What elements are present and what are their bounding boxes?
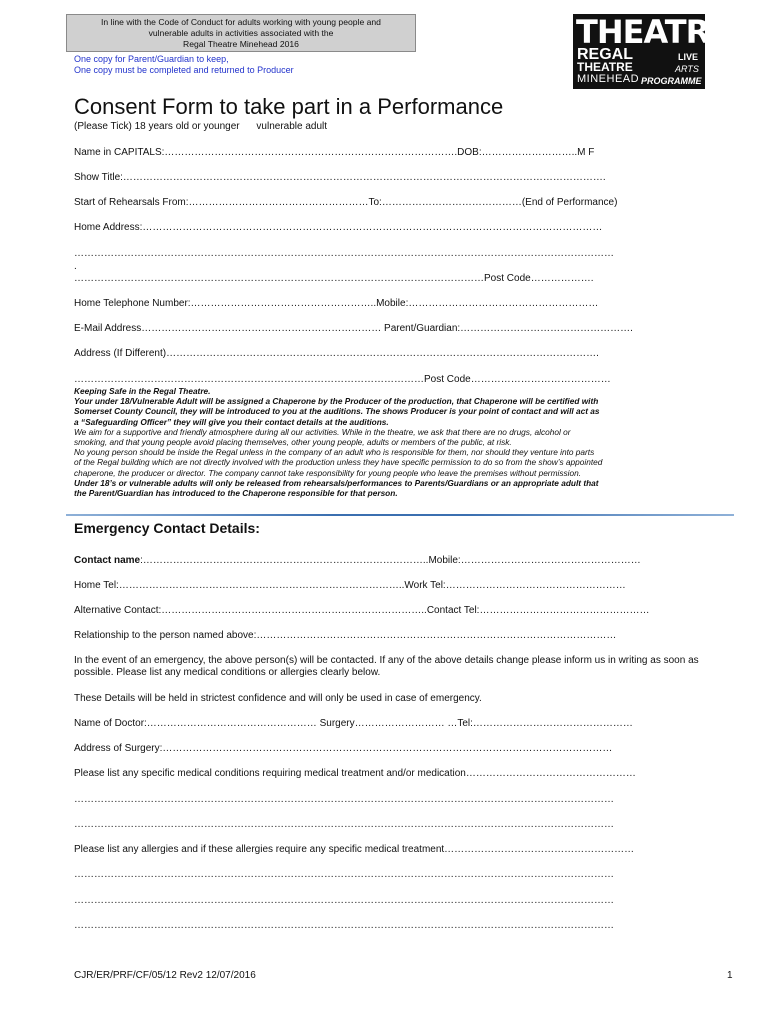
- safeguarding-final-line: the Parent/Guardian has introduced to the Chaperone responsible for that person.: [74, 488, 398, 499]
- safeguarding-italic-line: smoking, and that young people avoid placing themselves, other young people, adults or members of the public, at risk.: [74, 437, 512, 448]
- alt-postcode-field[interactable]: ……………………………………………………………………………………………Post Code……………………………………: [74, 374, 611, 385]
- page-number: 1: [727, 970, 733, 981]
- rehearsal-dates-field[interactable]: Start of Rehearsals From:………………………………………………To:……………………………………(End of Performance): [74, 197, 618, 208]
- safeguarding-final-line: Under 18’s or vulnerable adults will only be released from rehearsals/performances to Parents/Guardians or an appropriate adult that: [74, 477, 599, 488]
- allergies-line-3[interactable]: ………………………………………………………………………………………………………………………………………………: [74, 895, 614, 906]
- safeguarding-italic-line: No young person should be inside the Regal unless in the company of an adult who is responsible for them, nor should they venture into parts: [74, 447, 595, 458]
- age-tick-row: [74, 121, 327, 132]
- code-of-conduct-line: vulnerable adults in activities associated with the: [148, 28, 334, 38]
- logo-arts-text: ARTS: [675, 64, 699, 74]
- form-title: Consent Form to take part in a Performance: [74, 94, 504, 119]
- medical-conditions-line-3[interactable]: ………………………………………………………………………………………………………………………………………………: [74, 819, 614, 830]
- allergies-field[interactable]: Please list any allergies and if these allergies require any specific medical treatment…………………………………………………: [74, 844, 635, 855]
- emergency-contact-title: Emergency Contact Details:: [74, 520, 260, 536]
- home-work-tel-field[interactable]: Home Tel:…………………………………………………………………………..Work Tel:………………………………………………: [74, 580, 626, 591]
- copy-instructions: [74, 54, 294, 76]
- code-of-conduct-line: In line with the Code of Conduct for adults working with young people and: [101, 17, 381, 27]
- safeguarding-notice: [74, 386, 734, 498]
- postcode-field[interactable]: ……………………………………………………………………………………………………………Post Code……………….: [74, 273, 594, 284]
- contact-name-mobile-rest: :…………………………………………………………………………..Mobile:………………………………………………: [140, 555, 641, 566]
- contact-name-mobile-field[interactable]: [74, 555, 641, 567]
- contact-name-label: Contact name: [74, 555, 141, 566]
- logo-theatre-small-text: THEATRE: [577, 60, 633, 74]
- show-title-field[interactable]: Show Title:……………………………………………………………………………………………………………………………….: [74, 172, 606, 183]
- doctor-surgery-tel-field[interactable]: Name of Doctor:…………………………………………… Surgery……………………… …Tel:…………………………………………: [74, 718, 633, 729]
- address-dot: .: [74, 261, 77, 272]
- code-of-conduct-box: [66, 14, 416, 52]
- telephone-mobile-field[interactable]: Home Telephone Number:………………………………………………..Mobile:…………………………………………………: [74, 298, 599, 309]
- logo-regal-text: REGAL: [577, 46, 633, 63]
- safeguarding-italic-line: of the Regal building which are not directly involved with the production unless they have specific permission to do so from the show’s appointed: [74, 457, 603, 468]
- tick-option-vulnerable-adult[interactable]: vulnerable adult: [256, 121, 328, 132]
- code-of-conduct-line: Regal Theatre Minehead 2016: [183, 39, 299, 49]
- logo-minehead-text: MINEHEAD: [577, 73, 640, 85]
- medical-conditions-line-2[interactable]: ………………………………………………………………………………………………………………………………………………: [74, 794, 614, 805]
- email-guardian-field[interactable]: E-Mail Address……………………………………………………………… Parent/Guardian:…………………………………………….: [74, 323, 633, 334]
- medical-conditions-field[interactable]: Please list any specific medical conditions requiring medical treatment and/or medication……………………………………………: [74, 768, 636, 779]
- emergency-notice: In the event of an emergency, the above person(s) will be contacted. If any of the above details change please inform us in writing as soon as possible. Please list any medical conditions or allergies clearly below.: [74, 655, 699, 678]
- logo-programme-text: PROGRAMME: [641, 76, 702, 86]
- safeguarding-italic-line: We aim for a supportive and friendly atmosphere during all our activities. While in the theatre, we ask that there are no drugs, alcohol or: [74, 426, 571, 437]
- logo-theatre-text: THEATRE: [576, 13, 731, 51]
- relationship-field[interactable]: Relationship to the person named above:………………………………………………………………………………………………: [74, 630, 617, 641]
- allergies-line-2[interactable]: ………………………………………………………………………………………………………………………………………………: [74, 869, 614, 880]
- tick-prompt[interactable]: (Please Tick) 18 years old or younger: [74, 121, 240, 132]
- regal-theatre-logo: [573, 13, 731, 89]
- home-address-field[interactable]: Home Address:…………………………………………………………………………………………………………………………: [74, 222, 603, 233]
- logo-live-text: LIVE: [678, 52, 699, 62]
- alt-address-field[interactable]: Address (If Different)………………………………………………………………………………………………………………….: [74, 348, 599, 359]
- copy-note-line: One copy for Parent/Guardian to keep,: [74, 54, 229, 64]
- allergies-line-4[interactable]: ………………………………………………………………………………………………………………………………………………: [74, 920, 614, 931]
- safeguarding-italic-line: chaperone, the producer or director. The company cannot take responsibility for young people who leave the premises without permission.: [74, 467, 582, 478]
- safeguarding-bold-line: Your under 18/Vulnerable Adult will be assigned a Chaperone by the Producer of the production, that Chaperone will be certified with: [74, 396, 599, 407]
- home-address-line-2[interactable]: ………………………………………………………………………………………………………………………………………………: [74, 248, 614, 259]
- safeguarding-bold-line: Somerset County Council, they will be introduced to you at the auditions. The shows Producer is your point of contact and will act as: [74, 406, 600, 417]
- surgery-address-field[interactable]: Address of Surgery:………………………………………………………………………………………………………………………: [74, 743, 613, 754]
- name-dob-field[interactable]: Name in CAPITALS:…………………………………………………………………………….DOB:………………………..M F: [74, 147, 595, 158]
- alternative-contact-field[interactable]: Alternative Contact:……………………………………………………………………..Contact Tel:……………………………………………: [74, 605, 650, 616]
- section-divider: [66, 514, 734, 516]
- copy-note-line: One copy must be completed and returned to Producer: [74, 65, 294, 75]
- confidentiality-note: These Details will be held in strictest confidence and will only be used in case of emergency.: [74, 693, 482, 704]
- safeguarding-bold-line: a “Safeguarding Officer” they will give you their contact details at the auditions.: [74, 416, 389, 427]
- document-reference: CJR/ER/PRF/CF/05/12 Rev2 12/07/2016: [74, 970, 256, 981]
- safeguarding-heading: Keeping Safe in the Regal Theatre.: [74, 386, 211, 396]
